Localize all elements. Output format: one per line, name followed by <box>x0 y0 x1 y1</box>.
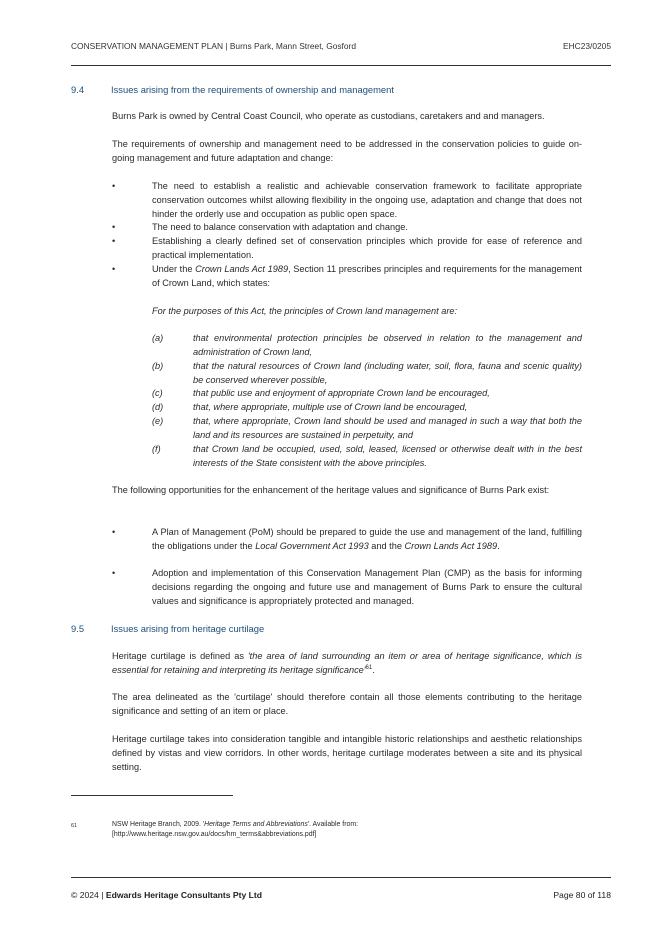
clause-item <box>152 415 582 443</box>
bullet-icon: • <box>112 568 116 578</box>
section-number: 9.5 <box>71 623 85 634</box>
paragraph: The requirements of ownership and management need to be addressed in the conservation policies to guide on-going management and future adaptation and change: <box>112 139 582 163</box>
act-title: Local Government Act 1993 <box>255 540 369 551</box>
clause-item <box>152 360 582 388</box>
clause-text: that public use and enjoyment of appropriate Crown land be encouraged, <box>193 388 490 398</box>
footer-copyright: © 2024 | <box>71 890 106 900</box>
list-item <box>112 235 582 263</box>
paragraph: The area delineated as the 'curtilage' should therefore contain all those elements contributing to the heritage significance and setting of an item or place. <box>112 692 582 716</box>
text-run: NSW Heritage Branch, 2009. ' <box>112 821 205 828</box>
clause-text: that Crown land be occupied, used, sold, leased, licensed or otherwise dealt with in the best interests of the State consistent with the above principles. <box>193 444 582 468</box>
text-run: Heritage curtilage is defined as <box>112 651 248 661</box>
list-item <box>112 180 582 221</box>
bullet-text: Establishing a clearly defined set of conservation principles which provide for ease of reference and practical implementation. <box>152 236 582 260</box>
section-heading-9-5 <box>71 623 264 634</box>
bullet-text <box>152 526 582 554</box>
text-run: and the <box>368 540 405 551</box>
bullet-icon: • <box>112 222 116 232</box>
section-heading-9-4 <box>71 84 394 95</box>
section-title: Issues arising from the requirements of ownership and management <box>111 84 394 95</box>
list-item <box>112 567 582 608</box>
page-number: Page 80 of 118 <box>553 890 611 900</box>
clause-label: (a) <box>152 333 164 343</box>
section-title: Issues arising from heritage curtilage <box>111 623 265 634</box>
text-run: . <box>497 540 500 551</box>
bullet-text <box>152 263 582 291</box>
quote-intro: For the purposes of this Act, the principles of Crown land management are: <box>152 306 458 316</box>
footnote-rule <box>71 795 233 796</box>
quoted-definition: 'the area of land surrounding an item or area of heritage significance, which is essential for retaining and interpreting its heritage significance' <box>112 651 582 675</box>
citation-title: Heritage Terms and Abbreviations <box>204 821 308 828</box>
clause-text: that, where appropriate, Crown land should be used and managed in such a way that both the land and its resources are sustained in perpetuity, and <box>193 416 582 440</box>
footnote <box>112 820 582 840</box>
act-title: Crown Lands Act 1989 <box>404 540 498 551</box>
text-run: '. Available from: <box>307 821 358 828</box>
clause-label: (f) <box>152 444 161 454</box>
page-footer <box>71 890 611 900</box>
list-item <box>112 221 582 235</box>
text-run: . <box>372 664 375 675</box>
text-run: Under the <box>152 264 196 274</box>
footnote-citation <box>112 820 582 830</box>
text-run: , Section 11 prescribes principles and requirements for the management of Crown Land, which states: <box>152 264 582 288</box>
clause-text: that the natural resources of Crown land (including water, soil, flora, fauna and scenic quality) be conserved wherever possible, <box>193 361 582 385</box>
list-item <box>112 263 582 291</box>
paragraph: Heritage curtilage takes into consideration tangible and intangible historic relationships and aesthetic relationships defined by vistas and view corridors. In other words, heritage curtilage moderates between a site and its physical setting. <box>112 734 582 772</box>
clause-item <box>152 387 582 401</box>
footnote-url: [http://www.heritage.nsw.gov.au/docs/hm_terms&abbreviations.pdf] <box>112 831 317 838</box>
clause-item <box>152 443 582 471</box>
header-rule <box>71 65 611 66</box>
bullet-text: The need to establish a realistic and achievable conservation framework to facilitate appropriate conservation outcomes whilst allowing flexibility in the ongoing use, adaptation and change that does not hinder the orderly use and occupation as public open space. <box>152 181 582 219</box>
clause-label: (c) <box>152 388 163 398</box>
footer-company: Edwards Heritage Consultants Pty Ltd <box>105 890 263 900</box>
footnote-ref: 61 <box>365 664 373 671</box>
footer-rule <box>71 877 611 878</box>
clause-text: that environmental protection principles be observed in relation to the management and administration of Crown land, <box>193 333 582 357</box>
text-run: A Plan of Management (PoM) should be prepared to guide the use and management of the land, fulfilling the obligations under the <box>152 527 582 551</box>
paragraph: The following opportunities for the enhancement of the heritage values and significance of Burns Park exist: <box>112 485 550 495</box>
bullet-icon: • <box>112 264 116 274</box>
list-item <box>112 526 582 554</box>
header-title: CONSERVATION MANAGEMENT PLAN | Burns Park, Mann Street, Gosford <box>71 41 356 51</box>
bullet-text: Adoption and implementation of this Conservation Management Plan (CMP) as the basis for informing decisions regarding the ongoing and future use and management of Burns Park to ensure the cultural values and significance is appropriately protected and managed. <box>152 568 582 606</box>
clause-label: (d) <box>152 402 164 412</box>
clause-item <box>152 401 582 415</box>
page-header <box>71 41 611 51</box>
bullet-icon: • <box>112 181 116 191</box>
act-title: Crown Lands Act 1989 <box>195 264 289 274</box>
paragraph <box>112 650 582 678</box>
clause-item <box>152 332 582 360</box>
clause-text: that, where appropriate, multiple use of Crown land be encouraged, <box>193 402 468 412</box>
header-ref: EHC23/0205 <box>563 41 611 51</box>
clause-label: (b) <box>152 361 164 371</box>
section-number: 9.4 <box>71 84 85 95</box>
bullet-icon: • <box>112 527 116 537</box>
bullet-icon: • <box>112 236 116 246</box>
footnote-number: 61 <box>71 823 78 829</box>
bullet-text: The need to balance conservation with adaptation and change. <box>152 222 408 232</box>
clause-label: (e) <box>152 416 164 426</box>
paragraph: Burns Park is owned by Central Coast Council, who operate as custodians, caretakers and and managers. <box>112 111 545 121</box>
